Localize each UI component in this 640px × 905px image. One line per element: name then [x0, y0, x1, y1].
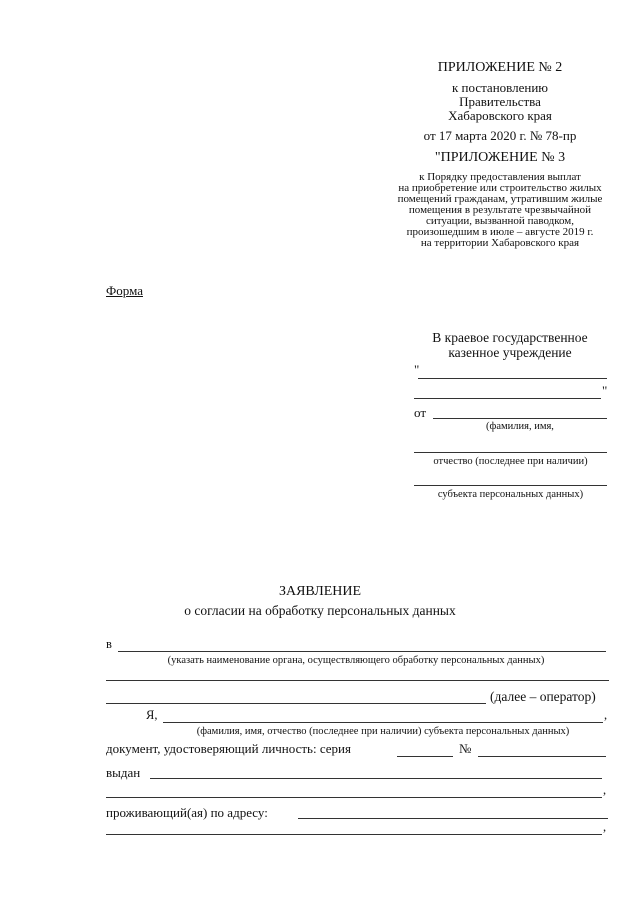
- operator-name-field[interactable]: [118, 651, 606, 652]
- in-prefix: в: [106, 637, 112, 651]
- full-name-comma: ,: [604, 708, 608, 722]
- document-label: документ, удостоверяющий личность: серия: [106, 741, 351, 756]
- operator-suffix: (далее – оператор): [490, 689, 596, 704]
- hint-full-name: (фамилия, имя, отчество (последнее при наличии) субъекта персональных данных): [196, 726, 570, 737]
- addressee-line2: казенное учреждение: [448, 345, 572, 360]
- procedure-line: на территории Хабаровского края: [420, 237, 580, 249]
- addressee-line1: В краевое государственное: [432, 330, 588, 345]
- address-field[interactable]: [298, 818, 608, 819]
- appendix-header: [380, 60, 620, 143]
- document-series-field[interactable]: [397, 756, 453, 757]
- appendix3-title: "ПРИЛОЖЕНИЕ № 3: [434, 150, 566, 165]
- procedure-line: к Порядку предоставления выплат: [419, 171, 581, 183]
- from-label: от: [414, 405, 427, 420]
- open-quote: ": [414, 362, 420, 377]
- institution-name-field-2[interactable]: [414, 398, 601, 399]
- procedure-reference: [360, 172, 640, 249]
- procedure-line: на приобретение или строительство жилых: [398, 182, 602, 194]
- applicant-name-field[interactable]: [433, 418, 607, 419]
- appendix-title: ПРИЛОЖЕНИЕ № 2: [437, 60, 563, 75]
- number-sign: №: [459, 741, 472, 756]
- resolution-label: к постановлению: [451, 80, 549, 95]
- addressee-institution: [410, 330, 610, 360]
- operator-name-field-3[interactable]: [106, 703, 486, 704]
- region-label: Хабаровского края: [448, 108, 552, 123]
- close-quote: ": [602, 383, 608, 398]
- procedure-line: помещений гражданам, утратившим жилые: [397, 193, 603, 205]
- government-label: Правительства: [459, 94, 541, 109]
- operator-name-field-2[interactable]: [106, 680, 609, 681]
- statement-subtitle: о согласии на обработку персональных данных: [184, 603, 456, 618]
- procedure-line: ситуации, вызванной паводком,: [425, 215, 575, 227]
- address-field-2[interactable]: [106, 834, 602, 835]
- procedure-line: произошедшим в июле – августе 2019 г.: [406, 226, 594, 238]
- procedure-line: помещения в результате чрезвычайной: [408, 204, 592, 216]
- address-comma: ,: [603, 820, 607, 834]
- issued-by-field[interactable]: [150, 778, 602, 779]
- issued-comma: ,: [603, 783, 607, 797]
- i-prefix: Я,: [146, 708, 158, 722]
- full-name-field[interactable]: [163, 722, 603, 723]
- applicant-subject-field[interactable]: [414, 485, 607, 486]
- address-label: проживающий(ая) по адресу:: [106, 805, 268, 820]
- resolution-date-number: от 17 марта 2020 г. № 78-пр: [423, 128, 577, 143]
- hint-name: (фамилия, имя,: [486, 421, 554, 432]
- statement-title: ЗАЯВЛЕНИЕ: [278, 584, 362, 599]
- document-number-field[interactable]: [478, 756, 606, 757]
- institution-name-field[interactable]: [418, 378, 607, 379]
- hint-operator: (указать наименование органа, осуществляющего обработку персональных данных): [167, 655, 545, 666]
- hint-patronymic: отчество (последнее при наличии): [433, 456, 588, 467]
- issued-label: выдан: [106, 765, 141, 780]
- hint-subject: субъекта персональных данных): [437, 489, 584, 500]
- form-label: Форма: [106, 283, 143, 298]
- applicant-patronymic-field[interactable]: [414, 452, 607, 453]
- issued-by-field-2[interactable]: [106, 797, 602, 798]
